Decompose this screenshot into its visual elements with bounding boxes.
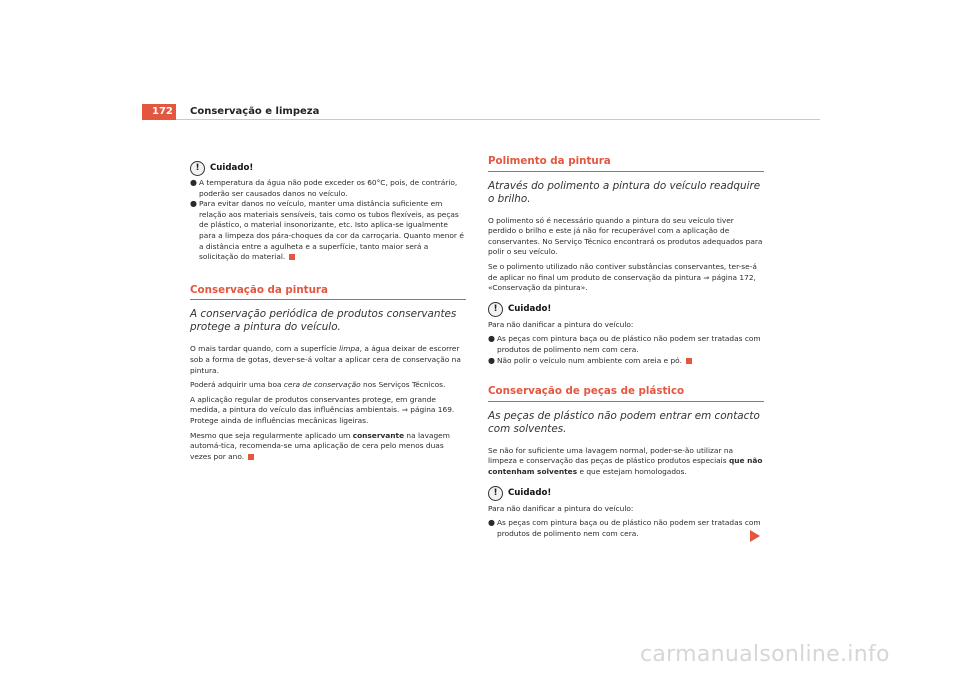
section-subtitle: Através do polimento a pintura do veículo readquire o brilho. bbox=[488, 179, 761, 205]
end-mark-icon bbox=[686, 358, 692, 364]
bullet-icon: ● bbox=[488, 334, 495, 344]
paragraph: O polimento só é necessário quando a pintura do seu veículo tiver perdido o brilho e este já não for recuperável com a aplicação de conservantes. No Serviço Técnico encontrará os produtos adequados para polir o seu veículo. bbox=[488, 215, 763, 257]
bullet-text: As peças com pintura baça ou de plástico não podem ser tratadas com produtos de polimento nem com cera. bbox=[497, 334, 761, 354]
caution-intro: Para não danificar a pintura do veículo: bbox=[488, 319, 634, 329]
warning-icon: ! bbox=[190, 161, 205, 176]
paragraph: Se o polimento utilizado não contiver substâncias conservantes, ter-se-á de aplicar no final um produto de conservação da pintura ⇒ página 172, «Conservação da pintura». bbox=[488, 261, 757, 293]
end-mark-icon bbox=[248, 454, 254, 460]
section-heading-polishing: Polimento da pintura bbox=[488, 156, 764, 172]
caution-box-plastic bbox=[488, 482, 764, 540]
right-column bbox=[488, 156, 764, 539]
bullet-icon: ● bbox=[488, 355, 495, 365]
section-subtitle: As peças de plástico não podem entrar em contacto com solventes. bbox=[488, 409, 760, 435]
warning-icon: ! bbox=[488, 486, 503, 501]
paragraph: A aplicação regular de produtos conservantes protege, em grande medida, a pintura do veículo das influências ambientais. ⇒ página 169. Protege ainda de influências mecânicas ligeiras. bbox=[190, 394, 455, 425]
bullet-text: As peças com pintura baça ou de plástico não podem ser tratadas com produtos de polimento nem com cera. bbox=[497, 518, 761, 538]
section-heading-plastic-care: Conservação de peças de plástico bbox=[488, 386, 764, 402]
page-number: 172 bbox=[142, 104, 176, 120]
caution-box-polishing bbox=[488, 298, 764, 366]
paragraph: Se não for suficiente uma lavagem normal, poder-se-ão utilizar na limpeza e conservação das peças de plástico produtos especiais que não contenham solventes e que estejam homologados. bbox=[488, 445, 763, 476]
paragraph: Mesmo que seja regularmente aplicado um conservante na lavagem automá-tica, recomenda-se uma aplicação de cera pelo menos duas vezes por ano. bbox=[190, 430, 450, 461]
section-heading-paint-care: Conservação da pintura bbox=[190, 285, 466, 301]
bullet-text: Para evitar danos no veículo, manter uma distância suficiente em relação aos materiais sensíveis, tais como os tubos flexíveis, as peças de plástico, o material insonorizante, etc. Isto aplica-se igualmente para a limpeza dos pára-choques da cor da carroçaria. Quanto menor é a distância entre a agulheta e a superfície, tanto maior será a solicitação do material. bbox=[199, 199, 464, 262]
caution-intro: Para não danificar a pintura do veículo: bbox=[488, 503, 634, 513]
caution-bullet bbox=[488, 334, 764, 355]
caution-title: Cuidado! bbox=[210, 162, 254, 173]
end-mark-icon bbox=[289, 254, 295, 260]
caution-bullet bbox=[190, 199, 466, 263]
paragraph: O mais tardar quando, com a superfície limpa, a água deixar de escorrer sob a forma de gotas, dever-se-á voltar a aplicar cera de conservação na pintura. bbox=[190, 344, 461, 375]
continue-arrow-icon bbox=[750, 530, 760, 542]
bullet-icon: ● bbox=[488, 518, 495, 528]
caution-bullet bbox=[190, 178, 466, 199]
bullet-text: Não polir o veículo num ambiente com areia e pó. bbox=[497, 356, 692, 367]
bullet-icon: ● bbox=[190, 199, 197, 209]
header-rule bbox=[176, 119, 820, 120]
watermark: carmanualsonline.info bbox=[640, 642, 890, 667]
bullet-icon: ● bbox=[190, 178, 197, 187]
bullet-text: A temperatura da água não pode exceder os 60°C, pois, de contrário, poderão ser causados danos no veículo. bbox=[199, 178, 458, 198]
left-column bbox=[190, 156, 466, 466]
caution-bullet bbox=[488, 518, 764, 539]
running-title: Conservação e limpeza bbox=[190, 106, 320, 117]
caution-bullet bbox=[488, 356, 764, 367]
caution-title: Cuidado! bbox=[508, 488, 552, 499]
caution-box-temperature bbox=[190, 156, 466, 263]
paragraph: Poderá adquirir uma boa cera de conservação nos Serviços Técnicos. bbox=[190, 380, 446, 390]
section-subtitle: A conservação periódica de produtos conservantes protege a pintura do veículo. bbox=[190, 308, 457, 334]
caution-title: Cuidado! bbox=[508, 304, 552, 315]
warning-icon: ! bbox=[488, 302, 503, 317]
